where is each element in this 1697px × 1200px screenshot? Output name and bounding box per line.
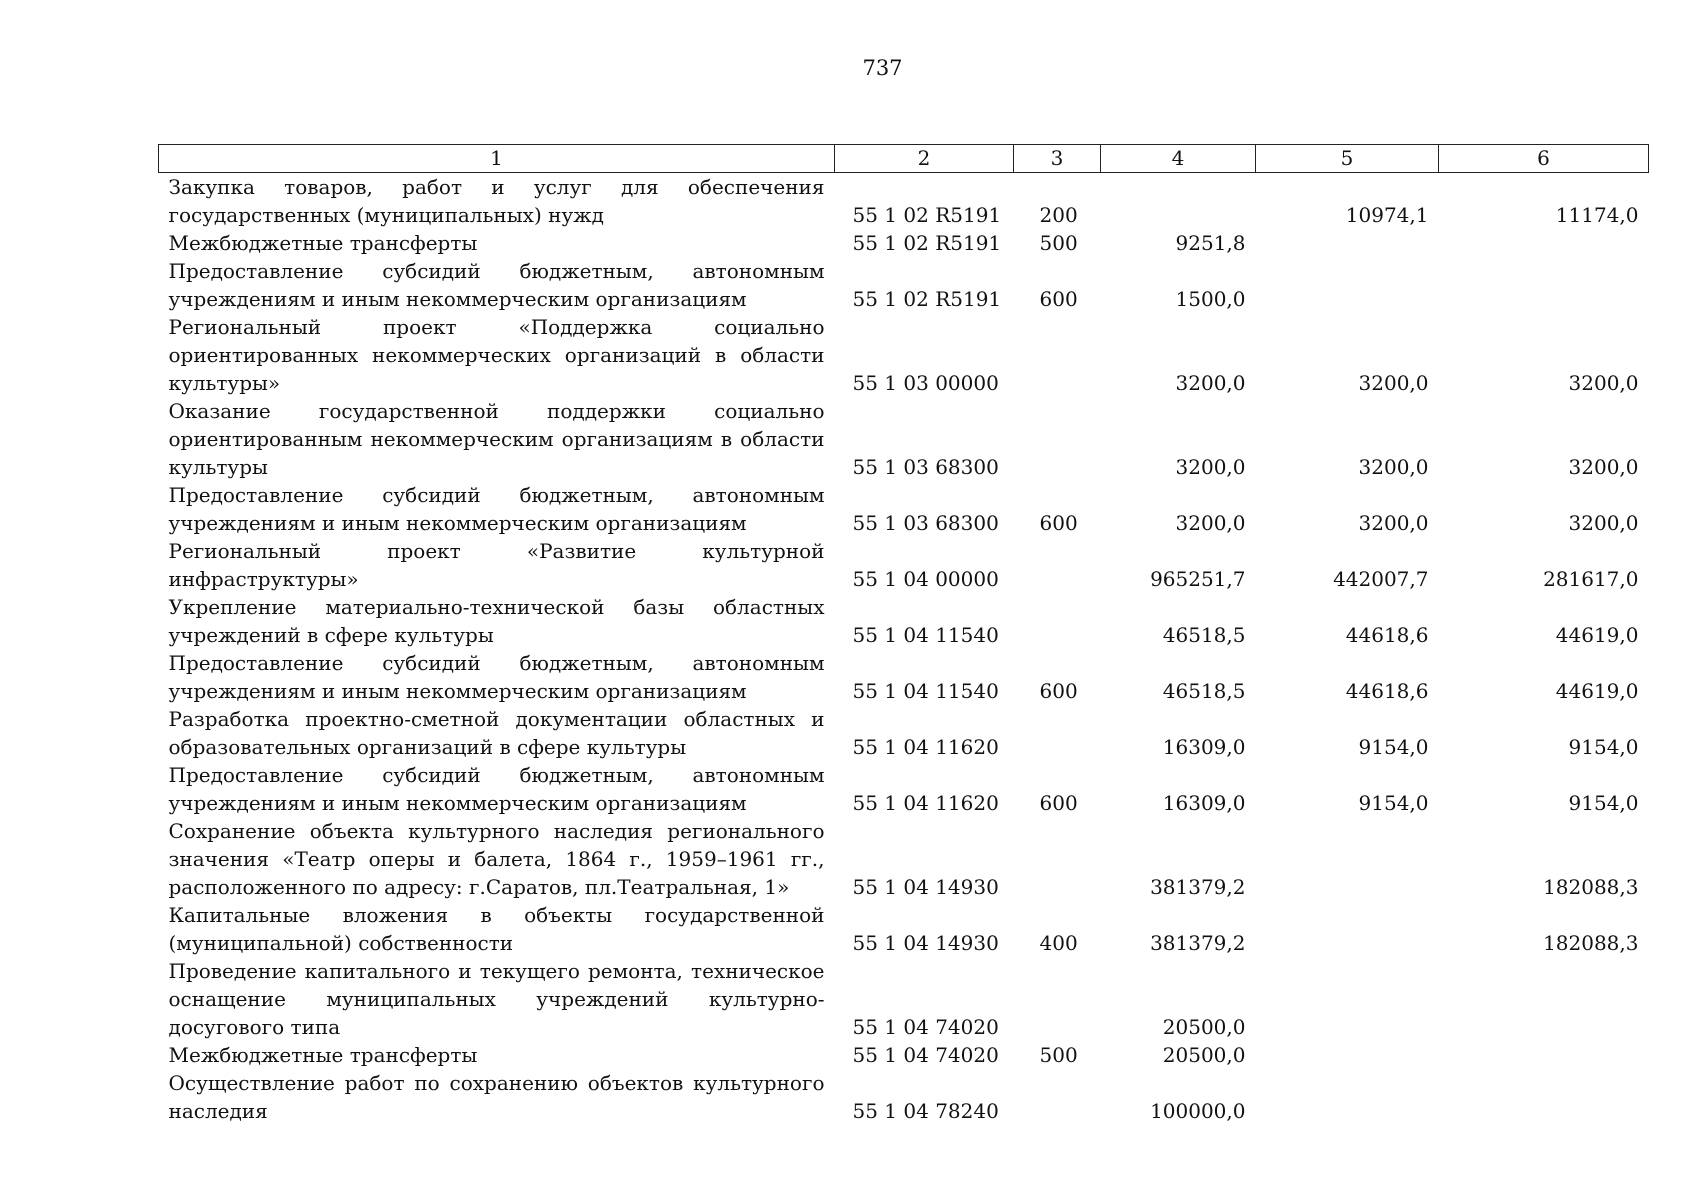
row-value-col5 <box>1256 901 1439 957</box>
row-value-col6: 3200,0 <box>1568 511 1639 535</box>
row-expense-type <box>1014 593 1101 649</box>
row-name: Осуществление работ по сохранению объектов культурного наследия <box>168 1071 825 1123</box>
budget-table <box>158 144 1649 1125</box>
row-value-col6: 182088,3 <box>1543 875 1639 899</box>
row-expense-type <box>1014 817 1101 901</box>
column-header-5: 5 <box>1256 145 1439 173</box>
table-row <box>159 593 1649 649</box>
table-body <box>159 173 1649 1126</box>
row-name: Межбюджетные трансферты <box>168 231 478 255</box>
row-code: 55 1 04 74020 <box>852 1043 999 1067</box>
row-expense-type: 600 <box>1039 791 1078 815</box>
row-value-col4: 9251,8 <box>1175 231 1246 255</box>
row-expense-type <box>1014 397 1101 481</box>
table-row <box>159 1069 1649 1125</box>
row-code: 55 1 04 14930 <box>852 931 999 955</box>
table-row <box>159 229 1649 257</box>
row-expense-type: 600 <box>1039 287 1078 311</box>
row-name: Межбюджетные трансферты <box>168 1043 478 1067</box>
table-row <box>159 481 1649 537</box>
row-expense-type: 400 <box>1039 931 1078 955</box>
row-expense-type: 200 <box>1039 203 1078 227</box>
row-expense-type <box>1014 705 1101 761</box>
table-row <box>159 901 1649 957</box>
table-row <box>159 397 1649 481</box>
row-value-col6: 11174,0 <box>1555 203 1639 227</box>
column-header-3: 3 <box>1014 145 1101 173</box>
row-value-col5: 44618,6 <box>1345 679 1429 703</box>
row-expense-type <box>1014 1069 1101 1125</box>
row-code: 55 1 02 R5191 <box>852 231 1002 255</box>
column-header-6: 6 <box>1439 145 1649 173</box>
row-value-col5: 442007,7 <box>1333 567 1429 591</box>
table-row <box>159 313 1649 397</box>
row-expense-type: 500 <box>1039 1043 1078 1067</box>
row-value-col5 <box>1256 1069 1439 1125</box>
row-code: 55 1 04 14930 <box>852 875 999 899</box>
row-value-col4: 3200,0 <box>1175 455 1246 479</box>
table-row <box>159 537 1649 593</box>
row-code: 55 1 03 00000 <box>852 371 999 395</box>
row-value-col5 <box>1256 229 1439 257</box>
row-value-col6 <box>1439 1069 1649 1125</box>
row-code: 55 1 04 11540 <box>852 623 999 647</box>
row-name: Региональный проект «Поддержка социально ориентированных некоммерческих организаций в области культуры» <box>168 315 825 395</box>
row-value-col5: 3200,0 <box>1358 455 1429 479</box>
row-name: Оказание государственной поддержки социально ориентированным некоммерческим организациям в области культуры <box>168 399 825 479</box>
row-value-col6: 182088,3 <box>1543 931 1639 955</box>
row-value-col4: 100000,0 <box>1150 1099 1246 1123</box>
row-code: 55 1 04 74020 <box>852 1015 999 1039</box>
row-value-col4: 16309,0 <box>1162 791 1246 815</box>
row-expense-type <box>1014 957 1101 1041</box>
row-value-col6 <box>1439 957 1649 1041</box>
row-name: Разработка проектно-сметной документации областных и образовательных организаций в сфере культуры <box>168 707 825 759</box>
row-expense-type <box>1014 313 1101 397</box>
row-name: Предоставление субсидий бюджетным, автономным учреждениям и иным некоммерческим организациям <box>168 483 825 535</box>
row-value-col6: 3200,0 <box>1568 371 1639 395</box>
row-expense-type: 600 <box>1039 679 1078 703</box>
row-value-col6 <box>1439 257 1649 313</box>
row-code: 55 1 02 R5191 <box>852 287 1002 311</box>
row-name: Закупка товаров, работ и услуг для обеспечения государственных (муниципальных) нужд <box>168 175 825 227</box>
row-code: 55 1 03 68300 <box>852 455 999 479</box>
row-expense-type: 500 <box>1039 231 1078 255</box>
row-value-col5: 9154,0 <box>1358 791 1429 815</box>
row-value-col5: 44618,6 <box>1345 623 1429 647</box>
row-value-col5: 9154,0 <box>1358 735 1429 759</box>
row-value-col6: 9154,0 <box>1568 791 1639 815</box>
row-code: 55 1 04 11620 <box>852 791 999 815</box>
table-row <box>159 257 1649 313</box>
row-code: 55 1 04 11620 <box>852 735 999 759</box>
row-value-col4: 1500,0 <box>1175 287 1246 311</box>
row-value-col5: 10974,1 <box>1345 203 1429 227</box>
row-value-col5 <box>1256 257 1439 313</box>
row-value-col4: 3200,0 <box>1175 371 1246 395</box>
row-name: Проведение капитального и текущего ремонта, техническое оснащение муниципальных учреждений культурно-досугового типа <box>168 959 825 1039</box>
table-row <box>159 173 1649 230</box>
row-name: Предоставление субсидий бюджетным, автономным учреждениям и иным некоммерческим организациям <box>168 763 825 815</box>
row-name: Сохранение объекта культурного наследия регионального значения «Театр оперы и балета, 1864 г., 1959–1961 гг., расположенного по адресу: г.Саратов, пл.Театральная, 1» <box>168 819 825 899</box>
column-header-4: 4 <box>1101 145 1256 173</box>
row-value-col6: 44619,0 <box>1555 679 1639 703</box>
row-value-col4: 46518,5 <box>1162 623 1246 647</box>
row-expense-type <box>1014 537 1101 593</box>
row-name: Предоставление субсидий бюджетным, автономным учреждениям и иным некоммерческим организациям <box>168 651 825 703</box>
row-value-col6: 44619,0 <box>1555 623 1639 647</box>
column-header-2: 2 <box>835 145 1014 173</box>
row-value-col5 <box>1256 1041 1439 1069</box>
row-value-col5 <box>1256 817 1439 901</box>
table-row <box>159 1041 1649 1069</box>
row-value-col5 <box>1256 957 1439 1041</box>
row-value-col4 <box>1101 173 1256 230</box>
row-expense-type: 600 <box>1039 511 1078 535</box>
row-name: Укрепление материально-технической базы областных учреждений в сфере культуры <box>168 595 825 647</box>
row-code: 55 1 02 R5191 <box>852 203 1002 227</box>
row-value-col4: 381379,2 <box>1150 875 1246 899</box>
row-value-col4: 3200,0 <box>1175 511 1246 535</box>
row-value-col4: 46518,5 <box>1162 679 1246 703</box>
header-row <box>159 145 1649 173</box>
row-value-col4: 16309,0 <box>1162 735 1246 759</box>
table-row <box>159 705 1649 761</box>
row-name: Предоставление субсидий бюджетным, автономным учреждениям и иным некоммерческим организациям <box>168 259 825 311</box>
row-value-col5: 3200,0 <box>1358 371 1429 395</box>
row-code: 55 1 04 00000 <box>852 567 999 591</box>
row-value-col6 <box>1439 229 1649 257</box>
table-row <box>159 649 1649 705</box>
row-code: 55 1 03 68300 <box>852 511 999 535</box>
table-row <box>159 957 1649 1041</box>
row-value-col6 <box>1439 1041 1649 1069</box>
row-name: Капитальные вложения в объекты государственной (муниципальной) собственности <box>168 903 825 955</box>
row-name: Региональный проект «Развитие культурной инфраструктуры» <box>168 539 825 591</box>
row-value-col4: 965251,7 <box>1150 567 1246 591</box>
row-value-col6: 281617,0 <box>1543 567 1639 591</box>
row-value-col4: 381379,2 <box>1150 931 1246 955</box>
column-header-1: 1 <box>159 145 835 173</box>
row-value-col4: 20500,0 <box>1162 1015 1246 1039</box>
table-header <box>159 145 1649 173</box>
table-row <box>159 817 1649 901</box>
page-number: 737 <box>862 56 903 80</box>
row-code: 55 1 04 78240 <box>852 1099 999 1123</box>
table-row <box>159 761 1649 817</box>
row-code: 55 1 04 11540 <box>852 679 999 703</box>
row-value-col6: 3200,0 <box>1568 455 1639 479</box>
row-value-col5: 3200,0 <box>1358 511 1429 535</box>
row-value-col4: 20500,0 <box>1162 1043 1246 1067</box>
row-value-col6: 9154,0 <box>1568 735 1639 759</box>
